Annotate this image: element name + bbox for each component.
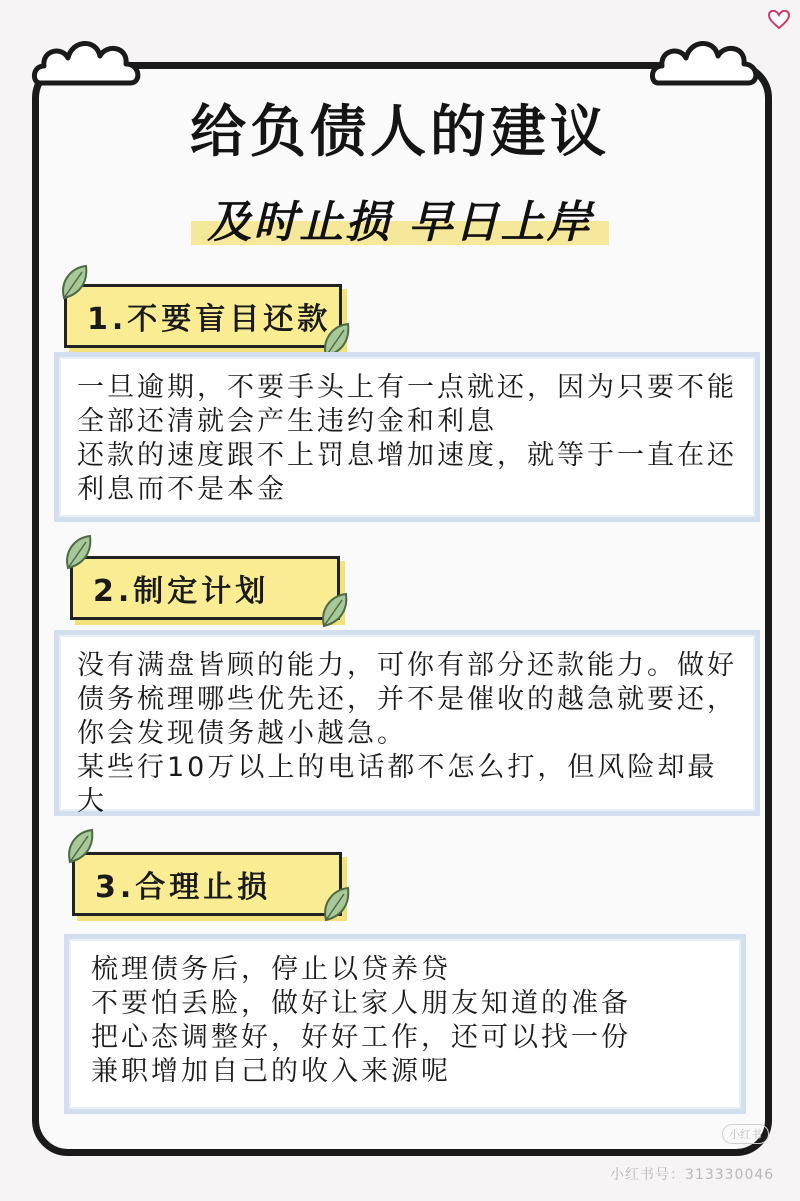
body-line: 把心态调整好，好好工作，还可以找一份: [91, 1022, 631, 1053]
subtitle-wrap: [0, 186, 800, 250]
cloud-icon-right: [648, 28, 768, 88]
body-line: 兼职增加自己的收入来源呢: [91, 1056, 451, 1087]
page-title: 给负债人的建议: [190, 100, 610, 165]
section-heading-2: 2.制定计划: [70, 556, 340, 620]
heart-icon: [768, 10, 790, 30]
leaf-icon: [64, 826, 98, 866]
leaf-icon: [318, 590, 352, 630]
body-line: 没有满盘皆顾的能力，可你有部分还款能力。做好债务梳理哪些优先还，并不是催收的越急就要还，你会发现债务越小越急。: [77, 650, 737, 749]
section-body-1: [54, 352, 760, 522]
leaf-icon: [320, 884, 354, 924]
body-line: 还款的速度跟不上罚息增加速度，就等于一直在还利息而不是本金: [77, 440, 737, 505]
watermark-badge: 小红书: [722, 1124, 769, 1144]
section-body-2: [54, 630, 760, 816]
leaf-icon: [62, 532, 96, 572]
leaf-icon: [58, 262, 92, 302]
body-line: 一旦逾期，不要手头上有一点就还，因为只要不能全部还清就会产生违约金和利息: [77, 372, 737, 437]
watermark: 小红书号：313330046: [610, 1167, 775, 1183]
cloud-icon-left: [30, 28, 150, 88]
section-body-3: [64, 934, 746, 1114]
page-subtitle: 及时止损 早日上岸: [191, 186, 608, 250]
body-line: 不要怕丢脸，做好让家人朋友知道的准备: [91, 988, 631, 1019]
section-heading-3: 3.合理止损: [72, 852, 342, 916]
body-line: 梳理债务后，停止以贷养贷: [91, 954, 451, 985]
body-line: 某些行10万以上的电话都不怎么打，但风险却最大: [77, 752, 718, 817]
section-heading-1: 1.不要盲目还款: [64, 284, 342, 348]
